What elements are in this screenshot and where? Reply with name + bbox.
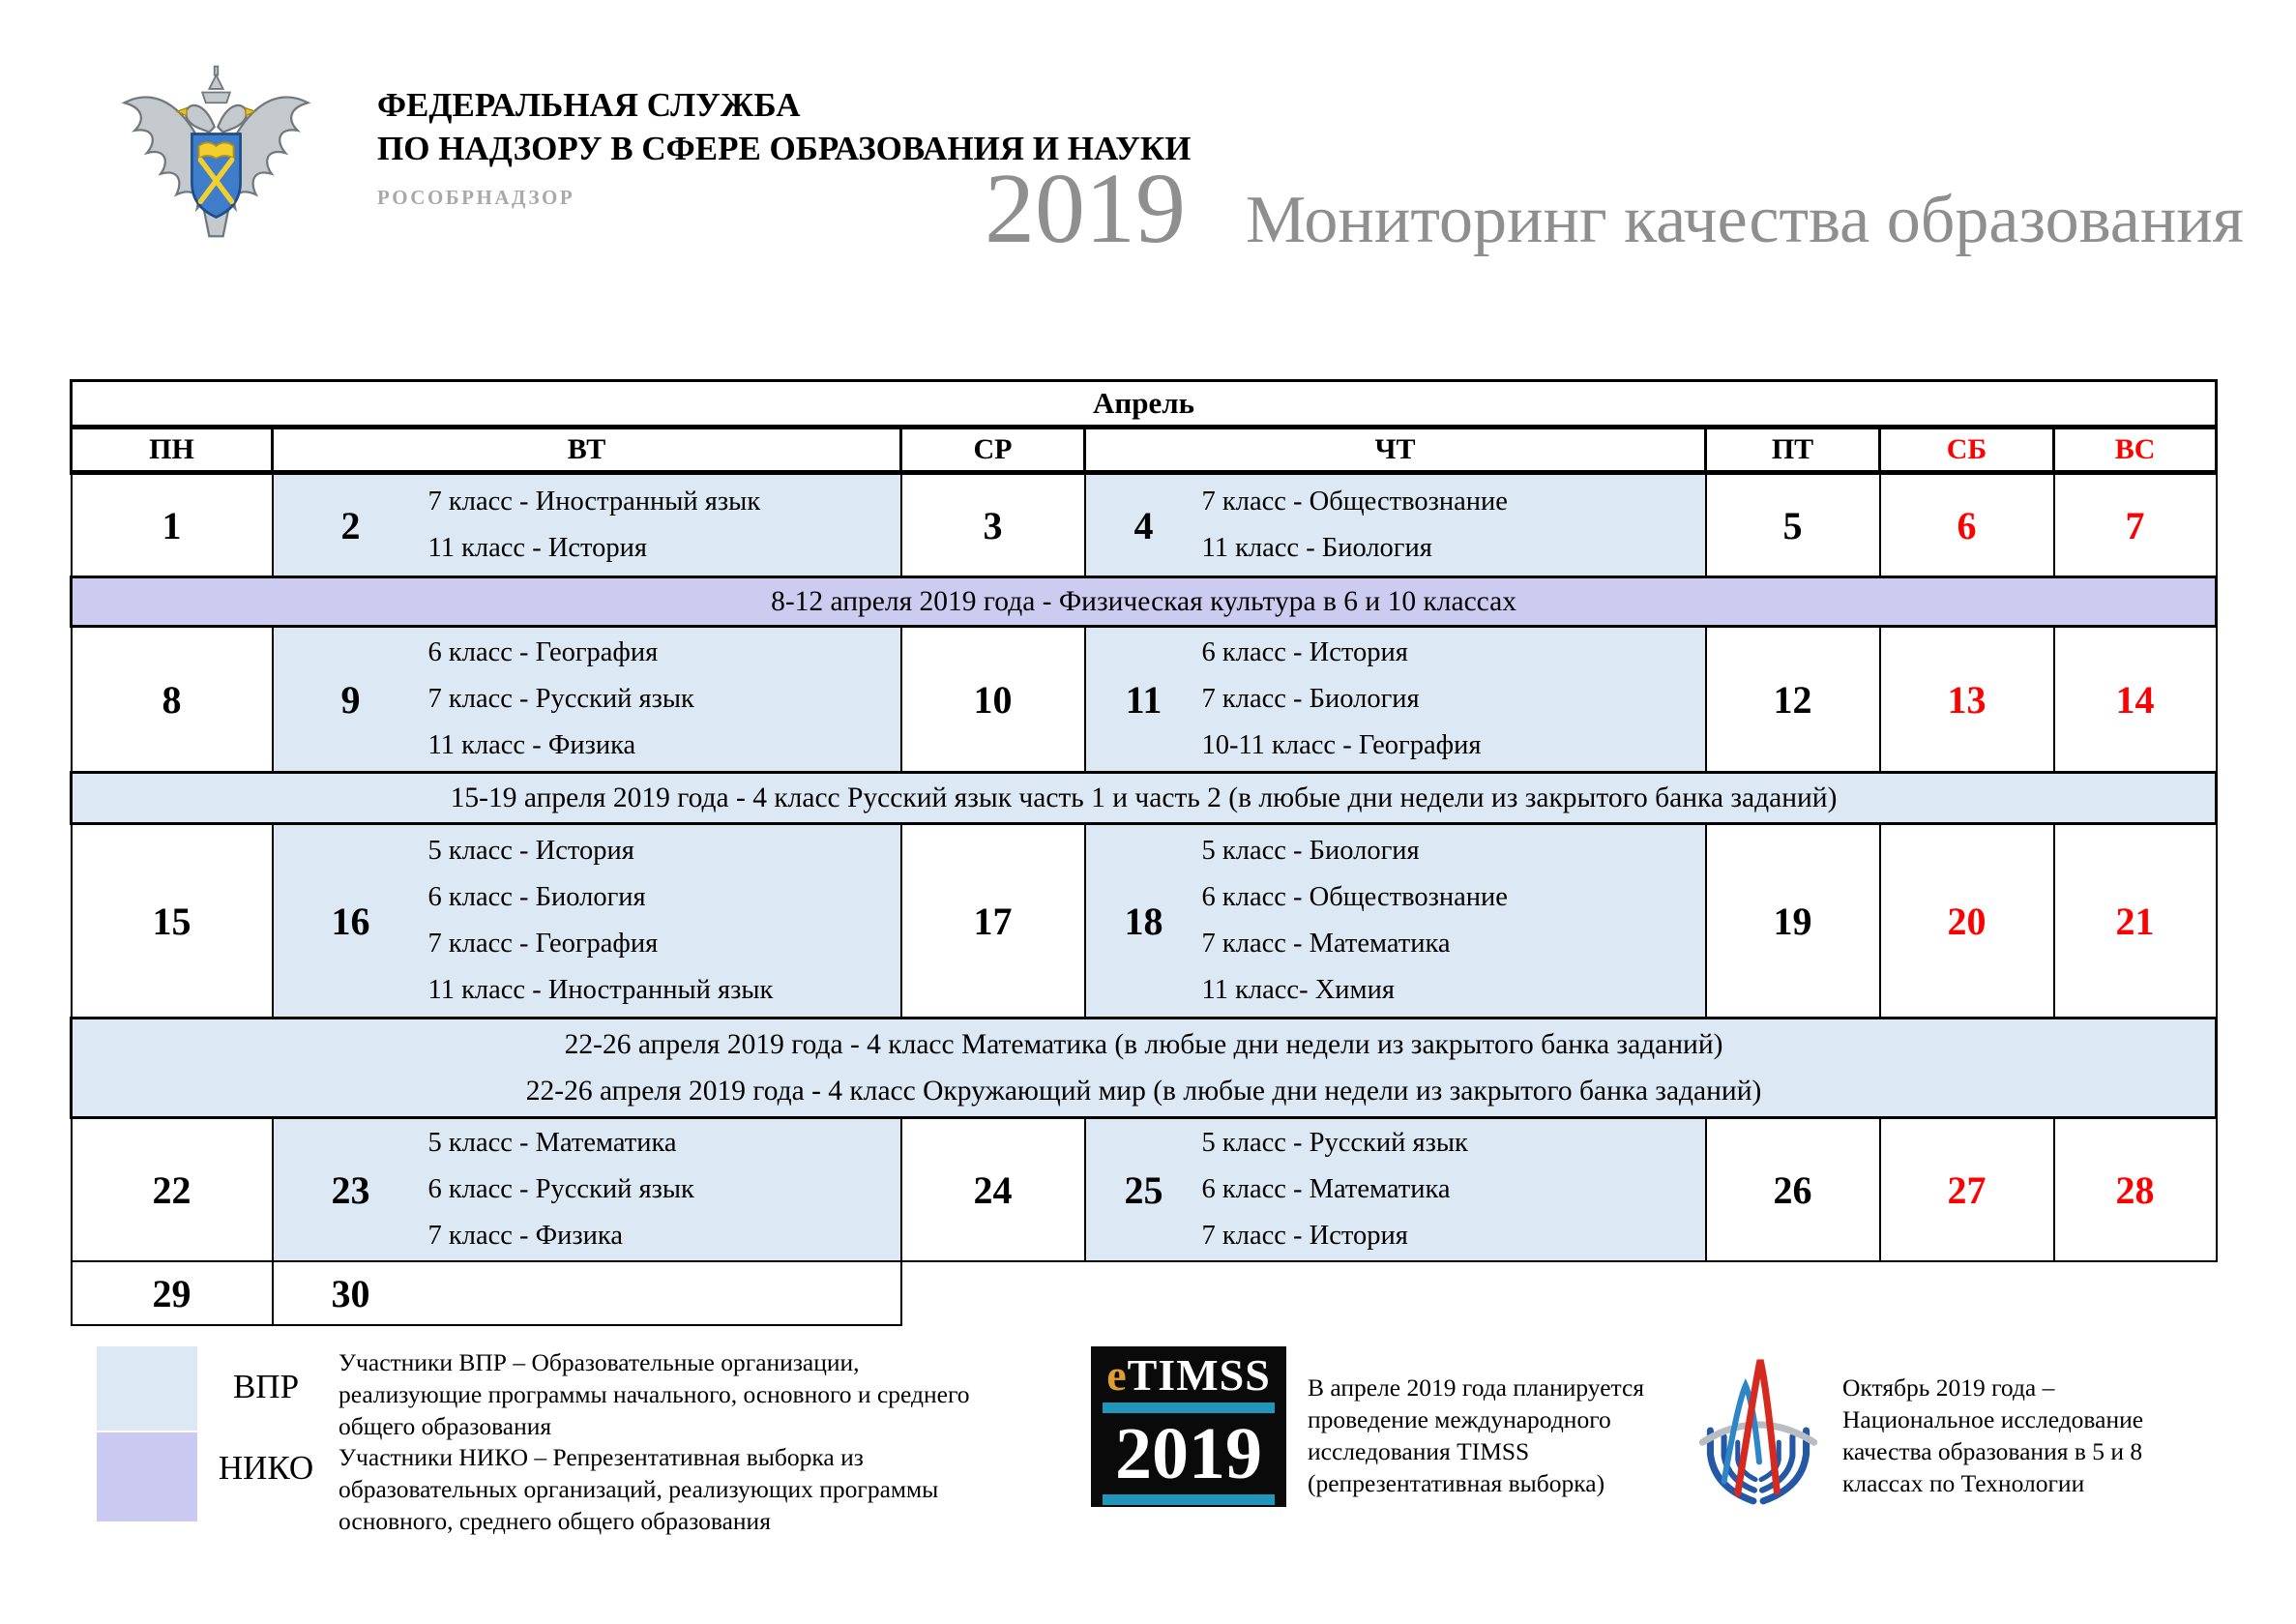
day-number: 21 [2115, 899, 2155, 943]
day-number: 19 [1773, 899, 1812, 943]
day-cell-content [1086, 475, 1705, 576]
banner-cell [72, 577, 2217, 627]
week-row [72, 824, 2217, 1019]
month-row [72, 381, 2217, 428]
etimss-brand-name: TIMSS [1127, 1350, 1271, 1400]
day-cell-content [1086, 1119, 1705, 1260]
day-number: 28 [2115, 1167, 2155, 1212]
calendar-day-12 [1706, 627, 1880, 773]
subject: 5 класс - Русский язык [1201, 1128, 1468, 1158]
subject: 7 класс - Иностранный язык [427, 487, 761, 517]
day-number: 24 [973, 1167, 1013, 1212]
calendar-day-30 [273, 1261, 901, 1325]
calendar-day-19 [1706, 824, 1880, 1019]
calendar-day-14 [2054, 627, 2217, 773]
day-number: 10 [973, 677, 1013, 722]
banner-text: 8-12 апреля 2019 года - Физическая культура в 6 и 10 классах [771, 586, 1516, 617]
week-row-partial [72, 1261, 2217, 1325]
etimss-brand-e: e [1106, 1350, 1128, 1400]
etimss-year: 2019 [1115, 1413, 1262, 1494]
agency-line2: ПО НАДЗОРУ В СФЕРЕ ОБРАЗОВАНИЯ И НАУКИ [377, 130, 1192, 167]
subject: 6 класс - Русский язык [427, 1174, 694, 1204]
calendar-day-7 [2054, 473, 2217, 577]
page-title [985, 151, 2244, 266]
day-number: 25 [1124, 1167, 1163, 1212]
weekday-header-ПН: ПН [72, 428, 273, 473]
weekday-header-ВС: ВС [2054, 428, 2217, 473]
calendar-day-29 [72, 1261, 273, 1325]
calendar-day-24 [901, 1118, 1085, 1262]
day-number: 8 [162, 677, 182, 722]
eagle-emblem-icon [112, 62, 320, 252]
day-number: 14 [2115, 677, 2155, 722]
calendar-day-16 [273, 824, 901, 1019]
niko-logo-icon [1694, 1344, 1822, 1518]
day-number: 3 [983, 503, 1003, 547]
vpr-color-swatch [97, 1346, 197, 1431]
calendar-day-1 [72, 473, 273, 577]
day-number: 12 [1773, 677, 1812, 722]
niko-label: НИКО [218, 1449, 314, 1487]
day-cell-content [1086, 825, 1705, 1017]
etimss-bar-bottom [1103, 1494, 1275, 1505]
subject: 7 класс - История [1201, 1221, 1408, 1251]
calendar-day-26 [1706, 1118, 1880, 1262]
text-line: образовательных организаций, реализующих программы [339, 1475, 939, 1503]
calendar-day-5 [1706, 473, 1880, 577]
empty-cell [1085, 1261, 1706, 1325]
subject: 6 класс - Математика [1201, 1174, 1451, 1204]
subject: 5 класс - Биология [1201, 836, 1420, 866]
day-number: 6 [1957, 503, 1977, 547]
text-line: реализующие программы начального, основного и среднего [339, 1380, 970, 1408]
calendar [70, 379, 2218, 1326]
subject: 7 класс - Математика [1201, 929, 1451, 959]
text-line: проведение международного [1308, 1405, 1611, 1433]
day-number: 30 [331, 1271, 370, 1315]
subject-list [428, 479, 900, 572]
day-number: 5 [1782, 503, 1803, 547]
day-number: 16 [331, 899, 370, 943]
calendar-day-28 [2054, 1118, 2217, 1262]
calendar-day-27 [1880, 1118, 2054, 1262]
etimss-logo [1091, 1346, 1286, 1507]
text-line: Национальное исследование [1842, 1405, 2144, 1433]
day-number: 4 [1133, 503, 1154, 547]
calendar-day-6 [1880, 473, 2054, 577]
subject: 6 класс - Обществознание [1201, 882, 1508, 912]
subject: 11 класс - Физика [427, 730, 636, 760]
weekday-header-ВТ: ВТ [273, 428, 901, 473]
day-number: 11 [1125, 677, 1163, 722]
text-line: Октябрь 2019 года – [1842, 1373, 2055, 1402]
banner-text: 22-26 апреля 2019 года - 4 класс Математика (в любые дни недели из закрытого банка заданий) [564, 1029, 1723, 1060]
empty-cell [1880, 1261, 2054, 1325]
day-number: 18 [1124, 899, 1163, 943]
empty-cell [1706, 1261, 1880, 1325]
banner-cell [72, 1019, 2217, 1118]
text-line: исследования TIMSS [1308, 1437, 1530, 1465]
calendar-day-20 [1880, 824, 2054, 1019]
text-line: общего образования [339, 1412, 552, 1440]
day-number: 17 [973, 899, 1013, 943]
day-cell-content [274, 628, 900, 771]
day-cell-content [274, 1262, 900, 1324]
vpr-label: ВПР [232, 1368, 300, 1405]
subject: 6 класс - История [1201, 637, 1408, 667]
day-number: 20 [1947, 899, 1987, 943]
subject: 6 класс - География [427, 637, 659, 667]
banner-row [72, 577, 2217, 627]
title-text: Мониторинг качества образования [1245, 183, 2244, 257]
day-number: 1 [162, 503, 182, 547]
subject: 11 класс - Биология [1201, 533, 1432, 563]
weekday-header-row [72, 428, 2217, 473]
calendar-day-15 [72, 824, 273, 1019]
niko-color-swatch [97, 1432, 197, 1521]
calendar-day-23 [273, 1118, 901, 1262]
banner-row [72, 1019, 2217, 1118]
banner-text: 15-19 апреля 2019 года - 4 класс Русский язык часть 1 и часть 2 (в любые дни недели из закрытого банка заданий) [450, 782, 1838, 813]
week-row [72, 627, 2217, 773]
day-number: 23 [331, 1167, 370, 1212]
text-line: качества образования в 5 и 8 [1842, 1437, 2143, 1465]
subject: 6 класс - Биология [427, 882, 646, 912]
weekday-header-СБ: СБ [1880, 428, 2054, 473]
day-number: 27 [1947, 1167, 1987, 1212]
day-number: 13 [1947, 677, 1987, 722]
day-cell-content [274, 825, 900, 1017]
calendar-day-22 [72, 1118, 273, 1262]
empty-cell [2054, 1261, 2217, 1325]
day-number: 2 [340, 503, 361, 547]
calendar-table [70, 379, 2218, 1326]
text-line: основного, среднего общего образования [339, 1507, 771, 1535]
subject-list [1202, 828, 1705, 1014]
subject-list [1202, 1120, 1705, 1259]
calendar-day-9 [273, 627, 901, 773]
calendar-day-25 [1085, 1118, 1706, 1262]
title-year: 2019 [984, 153, 1186, 264]
subject: 10-11 класс - География [1201, 730, 1482, 760]
subject: 7 класс - Физика [427, 1221, 623, 1251]
weekday-header-СР: СР [901, 428, 1085, 473]
subject: 7 класс - География [427, 929, 659, 959]
subject: 7 класс - Обществознание [1201, 487, 1508, 517]
day-number: 7 [2125, 503, 2145, 547]
subject: 5 класс - История [427, 836, 634, 866]
calendar-day-8 [72, 627, 273, 773]
empty-cell [901, 1261, 1085, 1325]
text-line: В апреле 2019 года планируется [1308, 1373, 1645, 1402]
banner-cell [72, 773, 2217, 824]
calendar-day-4 [1085, 473, 1706, 577]
subject: 11 класс- Химия [1201, 975, 1395, 1005]
text-line: (репрезентативная выборка) [1308, 1469, 1605, 1497]
weekday-header-ПТ: ПТ [1706, 428, 1880, 473]
text-line: Участники ВПР – Образовательные организации, [339, 1348, 860, 1376]
timss-description [1308, 1372, 1644, 1499]
agency-line1: ФЕДЕРАЛЬНАЯ СЛУЖБА [377, 86, 801, 124]
subject: 11 класс - История [427, 533, 647, 563]
month-title: Апрель [72, 381, 2217, 428]
subject: 11 класс - Иностранный язык [427, 975, 774, 1005]
subject-list [1202, 479, 1705, 572]
week-row [72, 1118, 2217, 1262]
calendar-day-3 [901, 473, 1085, 577]
etimss-bar-top [1103, 1403, 1275, 1413]
vpr-description [339, 1346, 970, 1442]
subject-list [428, 630, 900, 769]
calendar-day-13 [1880, 627, 2054, 773]
calendar-day-11 [1085, 627, 1706, 773]
day-number: 22 [152, 1167, 191, 1212]
day-cell-content [274, 475, 900, 576]
text-line: Участники НИКО – Репрезентативная выборка из [339, 1443, 864, 1471]
calendar-day-17 [901, 824, 1085, 1019]
niko-description [339, 1441, 938, 1537]
etimss-brand [1091, 1350, 1286, 1401]
calendar-day-18 [1085, 824, 1706, 1019]
banner-row [72, 773, 2217, 824]
week-row [72, 473, 2217, 577]
day-number: 29 [152, 1271, 191, 1315]
day-cell-content [274, 1119, 900, 1260]
subject-list [428, 1120, 900, 1259]
day-cell-content [1086, 628, 1705, 771]
calendar-day-2 [273, 473, 901, 577]
day-number: 26 [1773, 1167, 1812, 1212]
banner-text: 22-26 апреля 2019 года - 4 класс Окружающий мир (в любые дни недели из закрытого банка заданий) [525, 1076, 1762, 1107]
day-number: 15 [152, 899, 191, 943]
subject: 7 класс - Русский язык [427, 684, 694, 714]
agency-short-name: РОСОБРНАДЗОР [377, 186, 575, 209]
day-number: 9 [340, 677, 361, 722]
subject-list [428, 828, 900, 1014]
subject-list [1202, 630, 1705, 769]
calendar-day-10 [901, 627, 1085, 773]
text-line: классах по Технологии [1842, 1469, 2085, 1497]
weekday-header-ЧТ: ЧТ [1085, 428, 1706, 473]
calendar-day-21 [2054, 824, 2217, 1019]
october-description [1842, 1372, 2143, 1499]
subject: 7 класс - Биология [1201, 684, 1420, 714]
subject: 5 класс - Математика [427, 1128, 677, 1158]
